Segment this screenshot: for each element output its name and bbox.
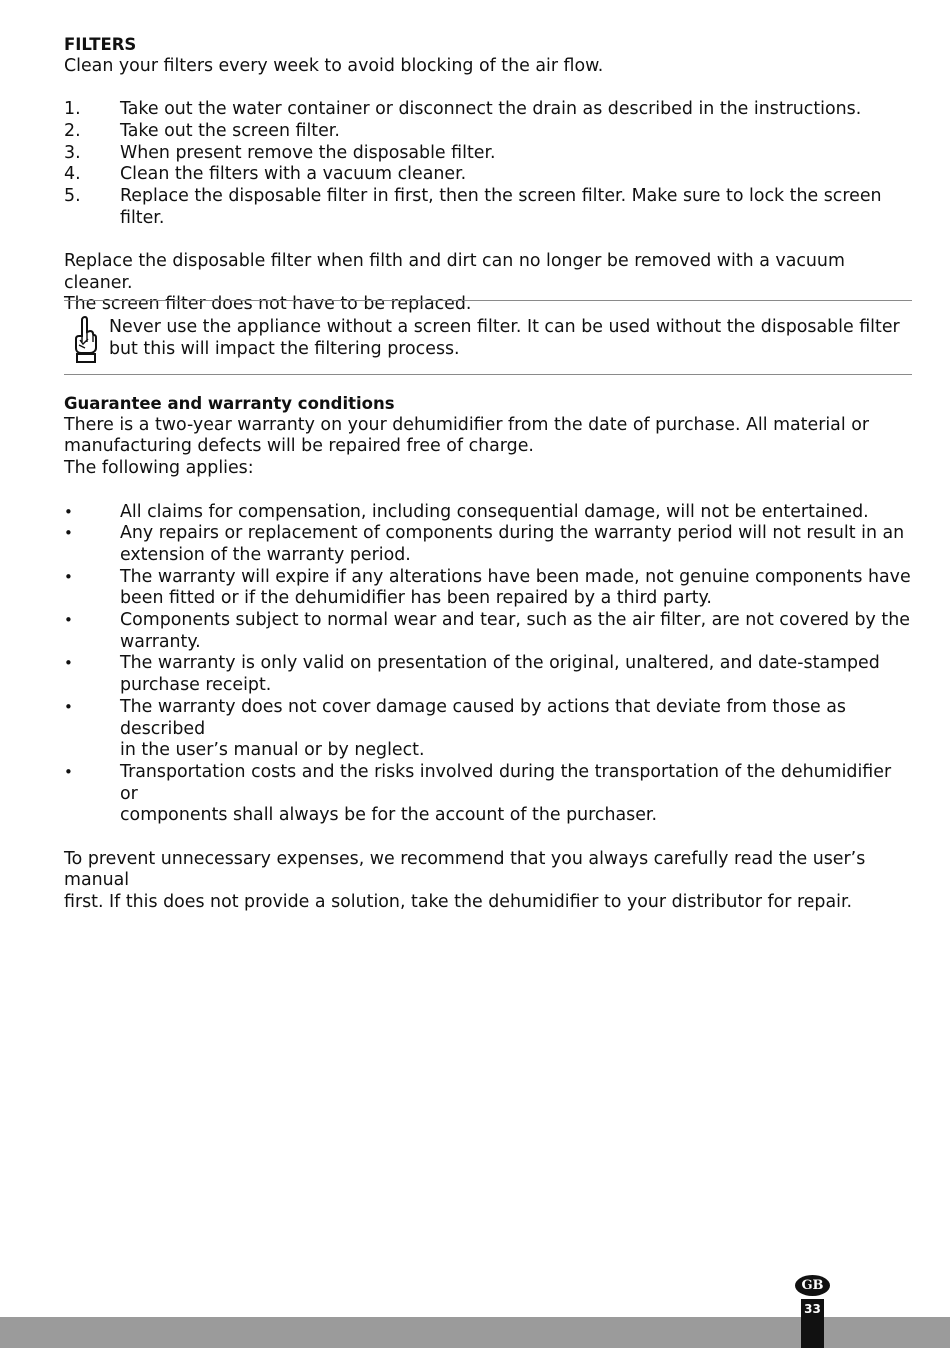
- step-number: 4.: [64, 164, 81, 185]
- filters-intro: Clean your filters every week to avoid blocking of the air flow.: [64, 55, 604, 76]
- bullet: •: [64, 567, 73, 586]
- list-item: [64, 186, 912, 229]
- step-text: Replace the disposable filter in first, then the screen filter. Make sure to lock the screen filter.: [120, 185, 882, 228]
- bullet: •: [64, 502, 73, 521]
- bullet: •: [64, 524, 73, 543]
- bullet-text: components shall always be for the account of the purchaser.: [120, 805, 658, 826]
- list-item: [64, 653, 912, 696]
- list-item: [64, 567, 912, 610]
- notice-text-line: Never use the appliance without a screen filter. It can be used without the disposable filter: [109, 317, 900, 337]
- bullet: •: [64, 697, 73, 716]
- step-number: 2.: [64, 120, 81, 141]
- warranty-intro: manufacturing defects will be repaired free of charge.: [64, 436, 534, 457]
- list-item: [64, 697, 912, 762]
- page-number: 33: [804, 1302, 821, 1316]
- bullet: •: [64, 611, 73, 630]
- bullet-text: Any repairs or replacement of components during the warranty period will not result in an: [120, 523, 905, 544]
- bullet-text: All claims for compensation, including consequential damage, will not be entertained.: [120, 501, 869, 522]
- bullet-text: The warranty does not cover damage caused by actions that deviate from those as described: [120, 696, 846, 739]
- closing-text: To prevent unnecessary expenses, we recommend that you always carefully read the user’s manual: [64, 848, 866, 891]
- step-text: Take out the screen filter.: [120, 120, 340, 141]
- step-number: 1.: [64, 99, 81, 120]
- warning-notice: [64, 300, 912, 375]
- replace-filter-text: Replace the disposable filter when filth and dirt can no longer be removed with a vacuum cleaner.: [64, 251, 845, 293]
- bullet-text: extension of the warranty period.: [120, 544, 411, 565]
- bullet-text: Components subject to normal wear and tear, such as the air filter, are not covered by the: [120, 610, 910, 631]
- step-number: 3.: [64, 142, 81, 163]
- bullet-text: Transportation costs and the risks involved during the transportation of the dehumidifier or: [120, 761, 892, 804]
- list-item: [64, 143, 912, 165]
- bullet: •: [64, 654, 73, 673]
- bullet-text: in the user’s manual or by neglect.: [120, 740, 425, 761]
- bullet-text: The warranty will expire if any alterations have been made, not genuine components have: [120, 566, 911, 587]
- warranty-heading: Guarantee and warranty conditions: [64, 394, 395, 413]
- step-text: Take out the water container or disconnect the drain as described in the instructions.: [120, 99, 862, 120]
- warranty-bullet-list: [64, 502, 912, 828]
- filters-steps-list: [64, 99, 912, 229]
- warranty-section: [64, 393, 912, 914]
- step-text: Clean the filters with a vacuum cleaner.: [120, 164, 467, 185]
- bullet-text: The warranty is only valid on presentation of the original, unaltered, and date-stamped: [120, 653, 880, 674]
- language-badge: GB: [795, 1275, 830, 1296]
- closing-text: first. If this does not provide a solution, take the dehumidifier to your distributor for repair.: [64, 892, 853, 913]
- list-item: [64, 610, 912, 653]
- list-item: [64, 164, 912, 186]
- list-item: [64, 121, 912, 143]
- warranty-intro: There is a two-year warranty on your dehumidifier from the date of purchase. All material or: [64, 414, 869, 435]
- step-number: 5.: [64, 185, 81, 206]
- filters-section: [64, 34, 912, 316]
- bullet-text: purchase receipt.: [120, 675, 272, 696]
- list-item: [64, 99, 912, 121]
- list-item: [64, 502, 912, 524]
- bullet: •: [64, 762, 73, 781]
- list-item: [64, 762, 912, 827]
- page-number-tab: [801, 1299, 824, 1348]
- pointing-hand-icon: [72, 315, 98, 363]
- warranty-applies: The following applies:: [64, 458, 254, 479]
- bullet-text: been fitted or if the dehumidifier has been repaired by a third party.: [120, 588, 712, 609]
- filters-heading: FILTERS: [64, 35, 137, 54]
- list-item: [64, 523, 912, 566]
- screen-filter-text: The screen filter does not have to be replaced.: [64, 294, 472, 315]
- bullet-text: warranty.: [120, 631, 201, 652]
- notice-text-line: but this will impact the filtering process.: [109, 338, 460, 359]
- step-text: When present remove the disposable filter.: [120, 142, 496, 163]
